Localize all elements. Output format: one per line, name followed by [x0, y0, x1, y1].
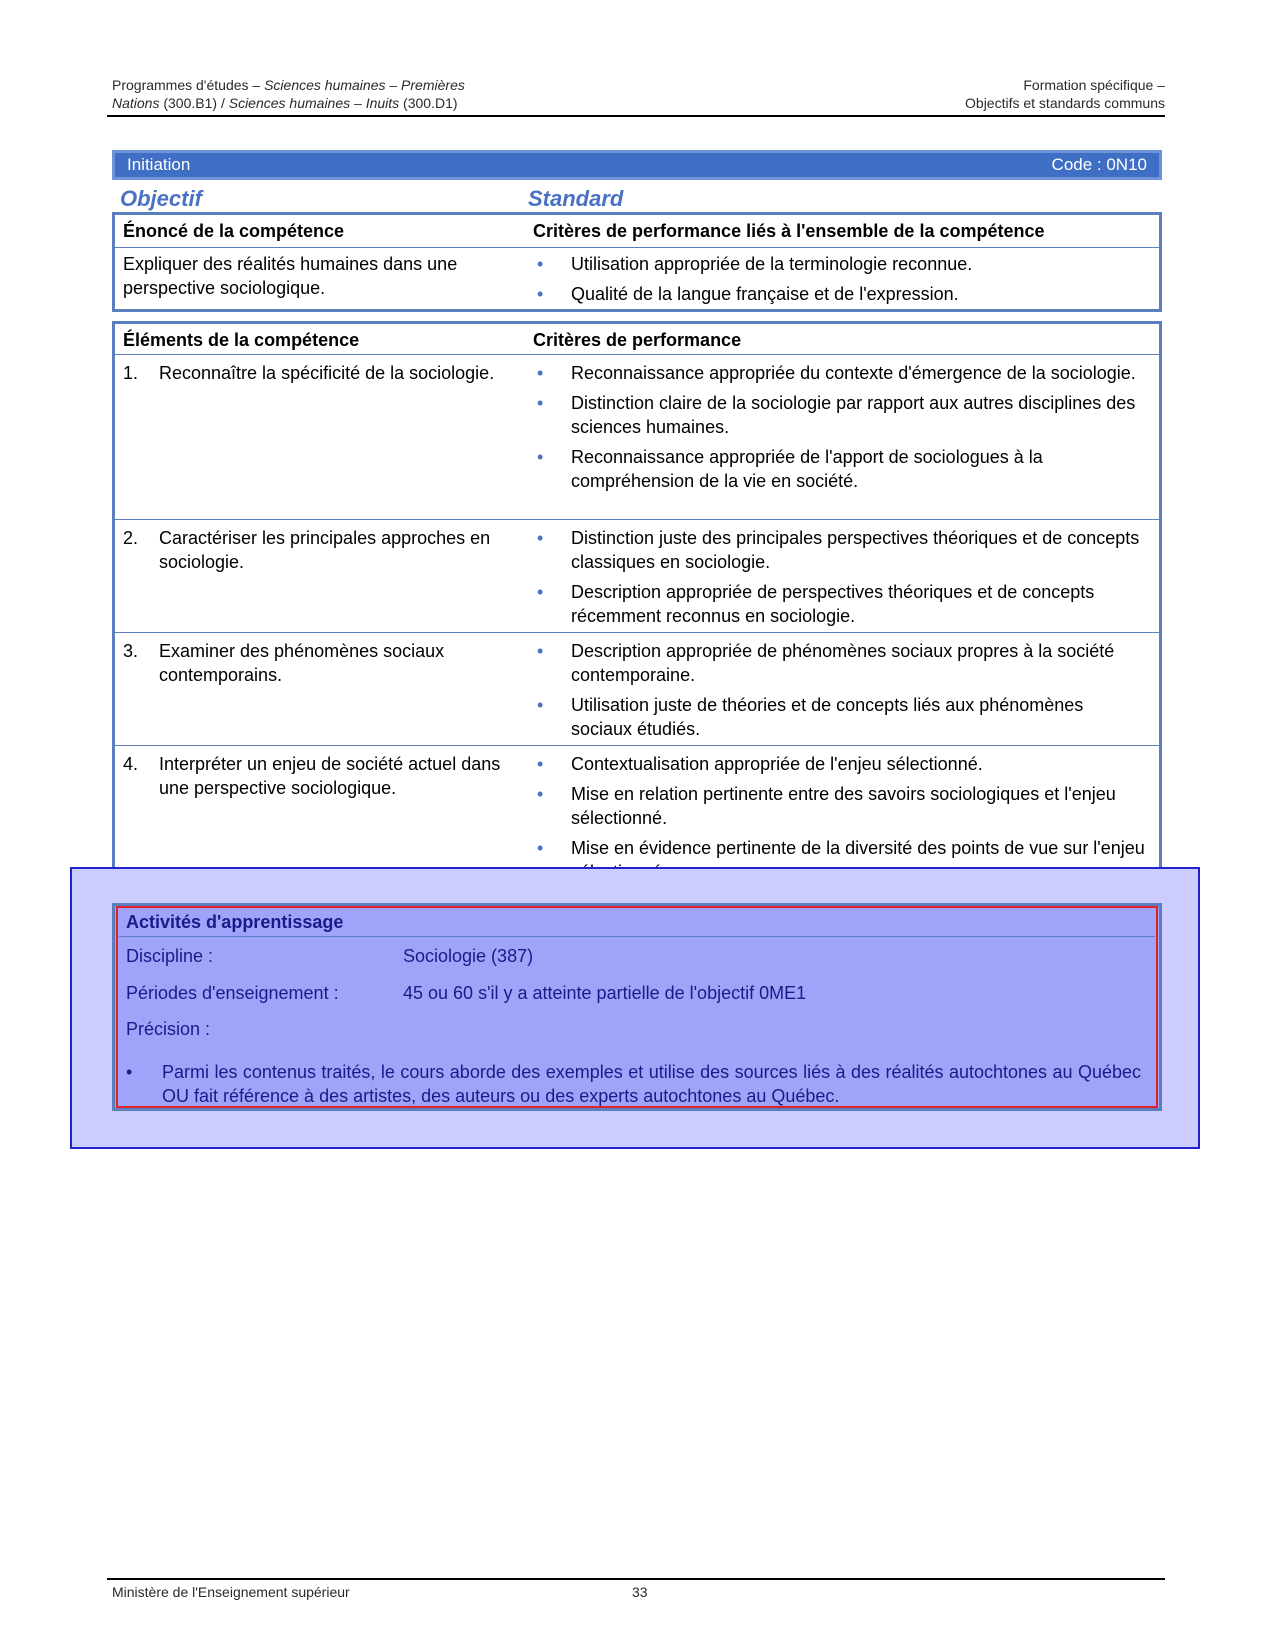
element-number: 3.: [123, 641, 139, 661]
elements-left-header: Éléments de la compétence: [123, 330, 360, 350]
elements-header-row: [115, 324, 1159, 354]
criterion-item: • Utilisation appropriée de la terminologie reconnue.: [535, 252, 1145, 276]
element-criteria-list: [535, 752, 1145, 884]
header-text-italic: Sciences humaines – Premières: [264, 77, 465, 93]
header-right-line1: Formation spécifique –: [1023, 77, 1165, 93]
bullet-icon: •: [126, 1062, 133, 1082]
criterion-item: • Reconnaissance appropriée du contexte d'émergence de la sociologie.: [535, 361, 1145, 385]
standard-heading: Standard: [528, 186, 624, 211]
element-criteria-list: [535, 361, 1145, 493]
competence-criteria-list: [535, 252, 1145, 306]
competence-table: [112, 212, 1162, 312]
precision-label: Précision :: [126, 1019, 211, 1039]
elements-right-header: Critères de performance: [533, 330, 742, 350]
course-title: Initiation: [127, 155, 191, 174]
element-text: Examiner des phénomènes sociaux contemporains.: [159, 641, 445, 685]
criterion-item: • Description appropriée de perspectives théoriques et de concepts récemment reconnus en sociologie.: [535, 580, 1145, 628]
header-text-italic: Sciences humaines – Inuits: [228, 95, 400, 111]
criterion-item: • Contextualisation appropriée de l'enjeu sélectionné.: [535, 752, 1145, 776]
page-header: [107, 76, 1165, 116]
periods-value: 45 ou 60 s'il y a atteinte partielle de l'objectif 0ME1: [403, 983, 807, 1003]
criterion-item: • Utilisation juste de théories et de concepts liés aux phénomènes sociaux étudiés.: [535, 693, 1145, 741]
header-left: [112, 76, 465, 112]
criterion-item: • Mise en évidence pertinente de la diversité des points de vue sur l'enjeu: [535, 836, 1145, 884]
header-text: (300.B1) /: [159, 95, 229, 111]
elements-table: [112, 321, 1162, 885]
precision-bullet: [126, 1060, 1141, 1108]
competence-statement: Expliquer des réalités humaines dans une perspective sociologique.: [123, 254, 458, 298]
criterion-item: • Mise en relation pertinente entre des savoirs sociologiques et l'enjeu sélectionné.: [535, 782, 1145, 830]
footer-ministry: Ministère de l'Enseignement supérieur: [112, 1584, 350, 1600]
header-text: Programmes d'études –: [112, 77, 265, 93]
element-text: Caractériser les principales approches en sociologie.: [159, 528, 491, 572]
discipline-label: Discipline :: [126, 946, 214, 966]
header-right-line2: Objectifs et standards communs: [965, 95, 1165, 111]
header-right: [965, 76, 1165, 112]
header-divider: [107, 115, 1165, 117]
element-criteria-list: [535, 639, 1145, 741]
element-row: [115, 632, 1159, 745]
element-row: [115, 354, 1159, 519]
periods-label: Périodes d'enseignement :: [126, 983, 339, 1003]
footer-divider: [107, 1578, 1165, 1580]
discipline-value: Sociologie (387): [403, 946, 534, 966]
criterion-item: • Distinction juste des principales perspectives théoriques et de concepts classiques en sociologie.: [535, 526, 1145, 574]
criterion-item: • Distinction claire de la sociologie par rapport aux autres disciplines des sciences humaines.: [535, 391, 1145, 439]
activities-title: Activités d'apprentissage: [126, 912, 344, 932]
element-number: 2.: [123, 528, 139, 548]
precision-text: Parmi les contenus traités, le cours aborde des exemples et utilise des sources liés à des réalités autochtones au Québec OU fait référence à des artistes, des auteurs ou des experts autochtones au Québec.: [162, 1062, 1141, 1106]
element-row: [115, 519, 1159, 632]
competence-header-row: [115, 215, 1159, 247]
objectif-heading: Objectif: [120, 186, 202, 211]
criterion-item: • Description appropriée de phénomènes sociaux propres à la société contemporaine.: [535, 639, 1145, 687]
criterion-item: • Qualité de la langue française et de l'expression.: [535, 282, 1145, 306]
competence-right-header: Critères de performance liés à l'ensemble de la compétence: [533, 221, 1045, 241]
header-text-italic: Nations: [112, 95, 160, 111]
competence-body-row: [115, 247, 1159, 310]
element-text: Interpréter un enjeu de société actuel dans une perspective sociologique.: [159, 754, 501, 798]
activities-divider: [119, 936, 1155, 937]
element-row: [115, 745, 1159, 886]
header-text: (300.D1): [399, 95, 458, 111]
periods-line: [126, 983, 807, 1004]
criterion-item: • Reconnaissance appropriée de l'apport de sociologues à la compréhension de la vie en société.: [535, 445, 1145, 493]
page-number: 33: [632, 1584, 648, 1600]
precision-line: [126, 1019, 210, 1040]
element-text: Reconnaître la spécificité de la sociologie.: [159, 363, 495, 383]
element-number: 1.: [123, 363, 139, 383]
page-footer: [112, 1584, 648, 1600]
element-criteria-list: [535, 526, 1145, 628]
element-number: 4.: [123, 754, 139, 774]
discipline-line: [126, 946, 534, 967]
competence-left-header: Énoncé de la compétence: [123, 221, 345, 241]
course-title-bar: [112, 150, 1162, 180]
course-code: Code : 0N10: [1051, 155, 1147, 174]
